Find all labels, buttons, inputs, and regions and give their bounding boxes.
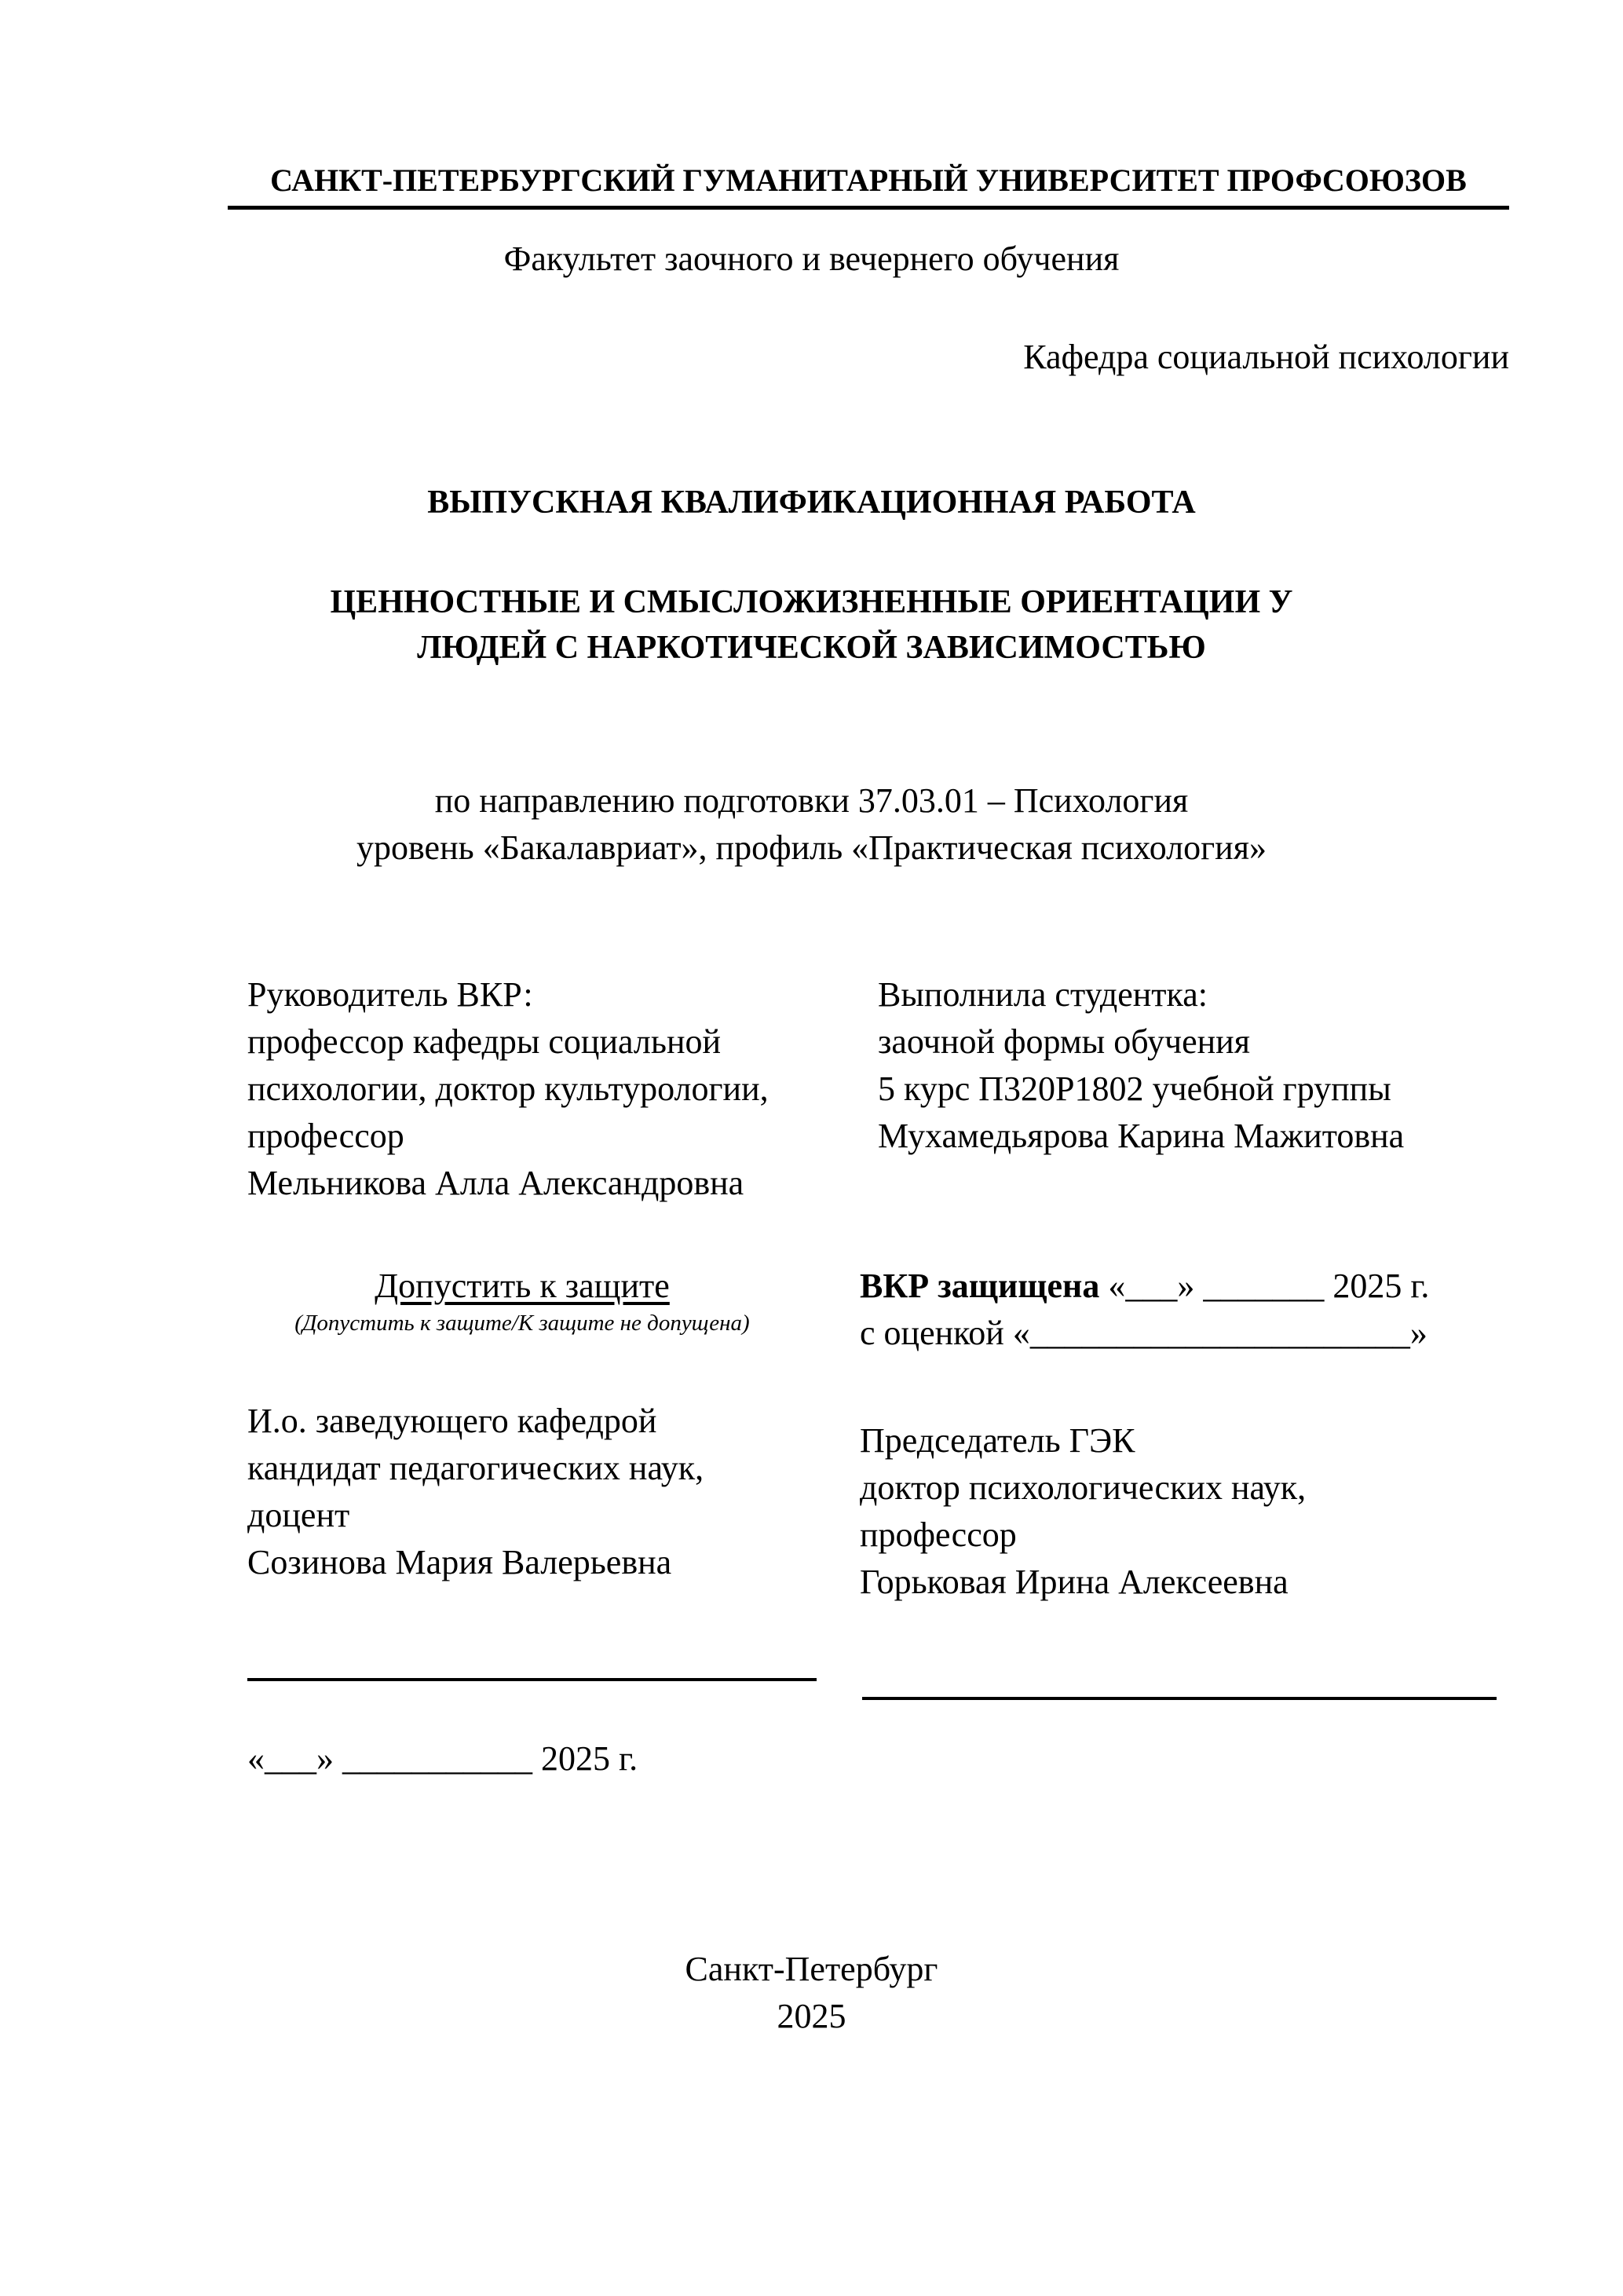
head-of-department-block: [247, 1398, 704, 1586]
admission-block: [247, 1263, 797, 1336]
footer: [0, 1946, 1623, 2040]
head-name: Созинова Мария Валерьевна: [247, 1543, 672, 1581]
head-signature-line: [247, 1678, 817, 1681]
header-divider: [228, 206, 1509, 210]
thesis-title: [0, 579, 1623, 671]
gek-chair-signature-line: [862, 1697, 1497, 1700]
gek-chair-title: профессор: [860, 1515, 1017, 1554]
student-study-form: заочной формы обучения: [878, 1022, 1250, 1061]
supervisor-heading: Руководитель ВКР:: [247, 975, 533, 1014]
student-heading: Выполнила студентка:: [878, 975, 1208, 1014]
defense-block: [860, 1263, 1429, 1357]
student-name: Мухамедьярова Карина Мажитовна: [878, 1117, 1405, 1155]
supervisor-position: психологии, доктор культурологии,: [247, 1069, 769, 1108]
faculty-name: Факультет заочного и вечернего обучения: [503, 239, 1120, 278]
student-block: [878, 971, 1404, 1160]
direction-line: уровень «Бакалавриат», профиль «Практическая психология»: [356, 828, 1267, 867]
gek-chair-position: Председатель ГЭК: [860, 1421, 1135, 1460]
head-title: доцент: [247, 1496, 350, 1534]
direction-line: по направлению подготовки 37.03.01 – Психология: [434, 781, 1189, 820]
gek-chair-block: [860, 1417, 1306, 1606]
university-name: САНКТ-ПЕТЕРБУРГСКИЙ ГУМАНИТАРНЫЙ УНИВЕРСИТЕТ ПРОФСОЮЗОВ: [270, 163, 1467, 198]
admission-decision: Допустить к защите: [375, 1267, 670, 1305]
supervisor-title: профессор: [247, 1117, 404, 1155]
defense-grade-field: с оценкой «______________________»: [860, 1314, 1427, 1352]
head-position: И.о. заведующего кафедрой: [247, 1402, 657, 1440]
head-degree: кандидат педагогических наук,: [247, 1449, 704, 1487]
student-group: 5 курс П320Р1802 учебной группы: [878, 1069, 1391, 1108]
thesis-title-line: ЛЮДЕЙ С НАРКОТИЧЕСКОЙ ЗАВИСИМОСТЬЮ: [417, 630, 1206, 666]
defense-date-field: «___» _______ 2025 г.: [1099, 1267, 1430, 1305]
admission-date-field: «___» ___________ 2025 г.: [247, 1739, 638, 1778]
supervisor-name: Мельникова Алла Александровна: [247, 1164, 744, 1202]
footer-city: Санкт-Петербург: [685, 1950, 938, 1988]
thesis-title-line: ЦЕННОСТНЫЕ И СМЫСЛОЖИЗНЕННЫЕ ОРИЕНТАЦИИ У: [330, 584, 1293, 620]
defense-label: ВКР защищена: [860, 1267, 1100, 1305]
department-name: Кафедра социальной психологии: [1023, 338, 1509, 376]
admission-options: (Допустить к защите/К защите не допущена): [294, 1311, 750, 1336]
supervisor-block: [247, 971, 769, 1207]
study-direction: [0, 777, 1623, 872]
gek-chair-name: Горьковая Ирина Алексеевна: [860, 1563, 1289, 1601]
supervisor-position: профессор кафедры социальной: [247, 1022, 722, 1061]
gek-chair-degree: доктор психологических наук,: [860, 1468, 1307, 1507]
footer-year: 2025: [777, 1997, 846, 2035]
work-type-heading: ВЫПУСКНАЯ КВАЛИФИКАЦИОННАЯ РАБОТА: [427, 484, 1196, 521]
